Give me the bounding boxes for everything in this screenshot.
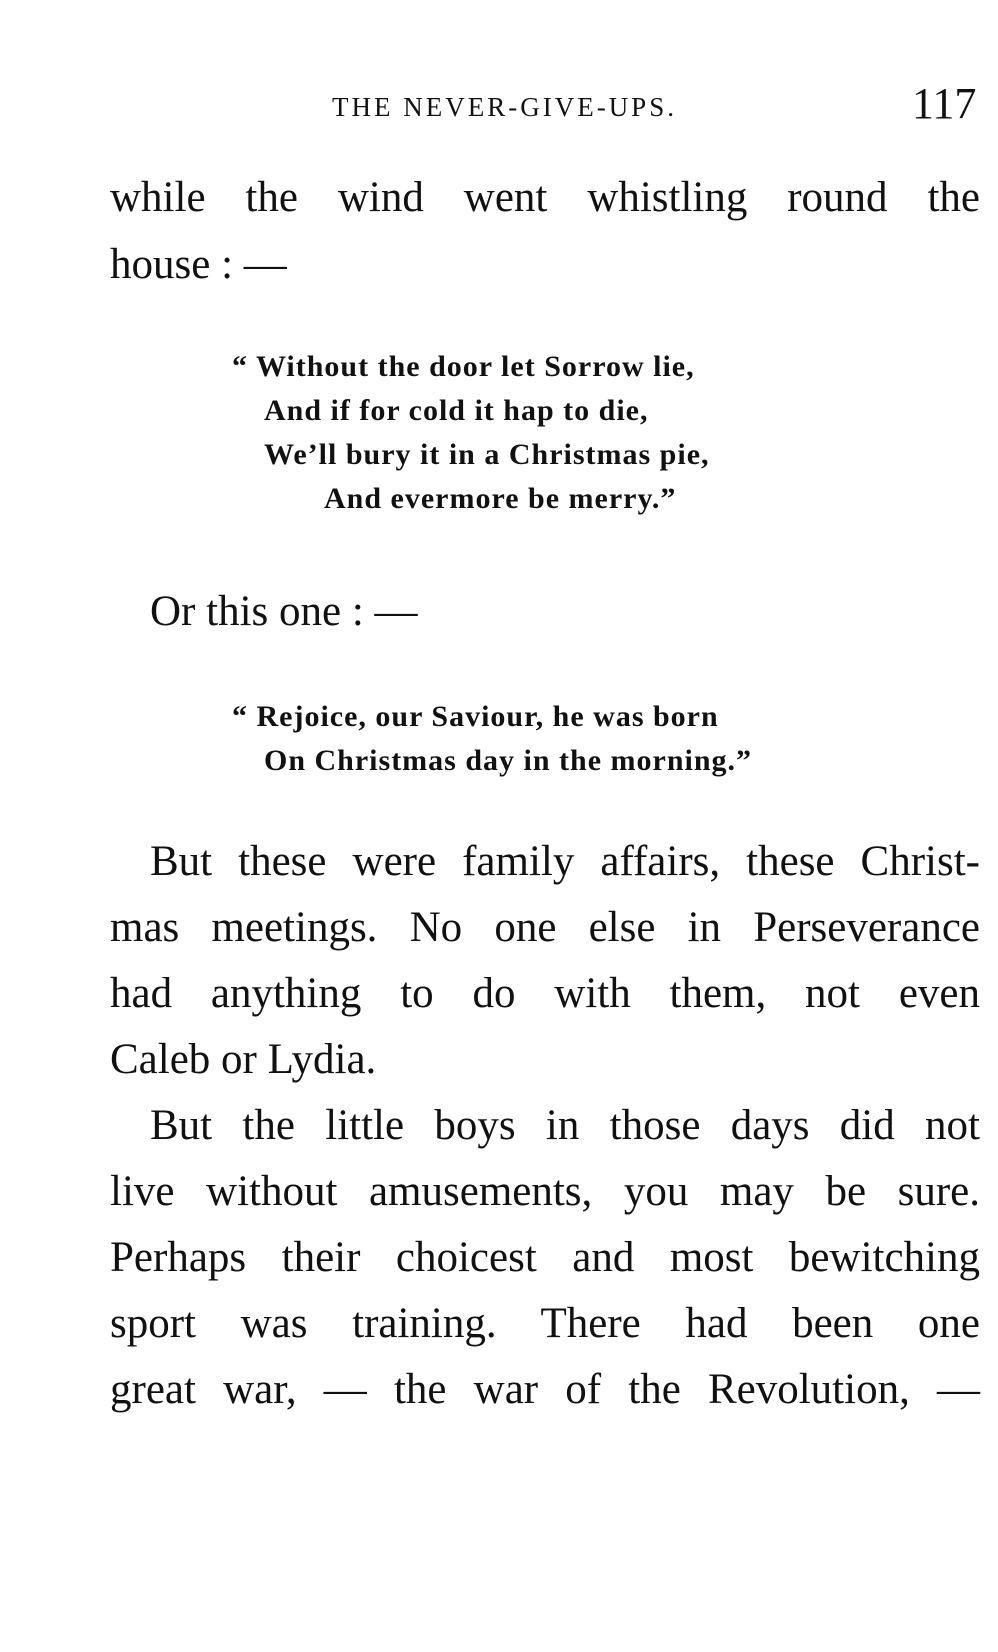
text-line: Or this one : — xyxy=(150,588,418,635)
text-line: while the wind went whistling round the xyxy=(110,174,980,221)
text-line: house : — xyxy=(110,241,287,288)
page-number: 117 xyxy=(912,79,977,128)
verse-line: And evermore be merry.” xyxy=(324,482,677,515)
text-line: had anything to do with them, not even xyxy=(110,970,980,1017)
verse-line: We’ll bury it in a Christmas pie, xyxy=(264,438,710,471)
text-line: But these were family affairs, these Christ- xyxy=(150,838,980,885)
text-line: Perhaps their choicest and most bewitching xyxy=(110,1234,980,1281)
text-line: live without amusements, you may be sure. xyxy=(110,1168,980,1215)
verse-line: “ Rejoice, our Saviour, he was born xyxy=(232,700,719,733)
text-line: Caleb or Lydia. xyxy=(110,1036,377,1083)
verse-line: And if for cold it hap to die, xyxy=(264,394,649,427)
text-line: But the little boys in those days did not xyxy=(150,1102,980,1149)
verse-line: “ Without the door let Sorrow lie, xyxy=(232,350,695,383)
running-title: THE NEVER-GIVE-UPS. xyxy=(332,92,677,122)
text-line: mas meetings. No one else in Perseverance xyxy=(110,904,980,951)
text-line: great war, — the war of the Revolution, — xyxy=(110,1366,980,1413)
verse-line: On Christmas day in the morning.” xyxy=(264,744,753,777)
text-line: sport was training. There had been one xyxy=(110,1300,980,1347)
page-header xyxy=(0,78,998,138)
